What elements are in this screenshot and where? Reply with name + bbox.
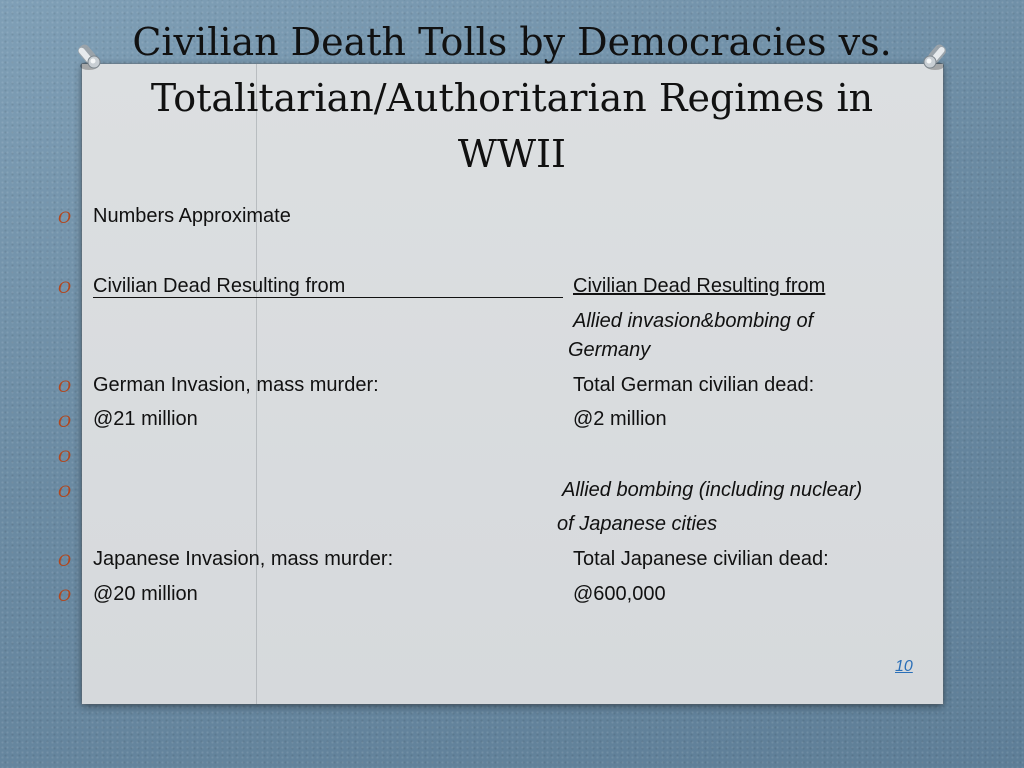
german-right-label: Total German civilian dead:	[573, 374, 815, 396]
bullet-icon: O	[58, 551, 72, 570]
slide-title: Civilian Death Tolls by Democracies vs. Totalitarian/Authoritarian Regimes in WWII	[132, 20, 892, 176]
german-right-value: @2 million	[573, 408, 667, 430]
bullet-icon: O	[58, 278, 72, 297]
right-subheader-line2: Germany	[568, 339, 651, 361]
numbers-note: Numbers Approximate	[93, 205, 291, 227]
bullet-icon: O	[58, 482, 72, 501]
bullet-icon: O	[58, 377, 72, 396]
japan-right-value: @600,000	[573, 583, 666, 605]
slide-number-link[interactable]: 10	[895, 658, 913, 675]
japan-left-label: Japanese Invasion, mass murder:	[93, 548, 394, 570]
bullet-icon: O	[58, 586, 72, 605]
japan-left-value: @20 million	[93, 583, 198, 605]
left-column-header: Civilian Dead Resulting from	[93, 275, 563, 298]
german-left-label: German Invasion, mass murder:	[93, 374, 379, 396]
japan-subheader-line1: Allied bombing (including nuclear)	[562, 479, 863, 501]
japan-right-label: Total Japanese civilian dead:	[573, 548, 829, 570]
bullet-icon: O	[58, 208, 72, 227]
bullet-icon: O	[58, 447, 72, 466]
bullet-icon: O	[58, 412, 72, 431]
right-subheader-line1: Allied invasion&bombing of	[573, 310, 814, 332]
right-column-header: Civilian Dead Resulting from	[573, 275, 826, 297]
japan-subheader-line2: of Japanese cities	[557, 513, 718, 535]
german-left-value: @21 million	[93, 408, 198, 430]
